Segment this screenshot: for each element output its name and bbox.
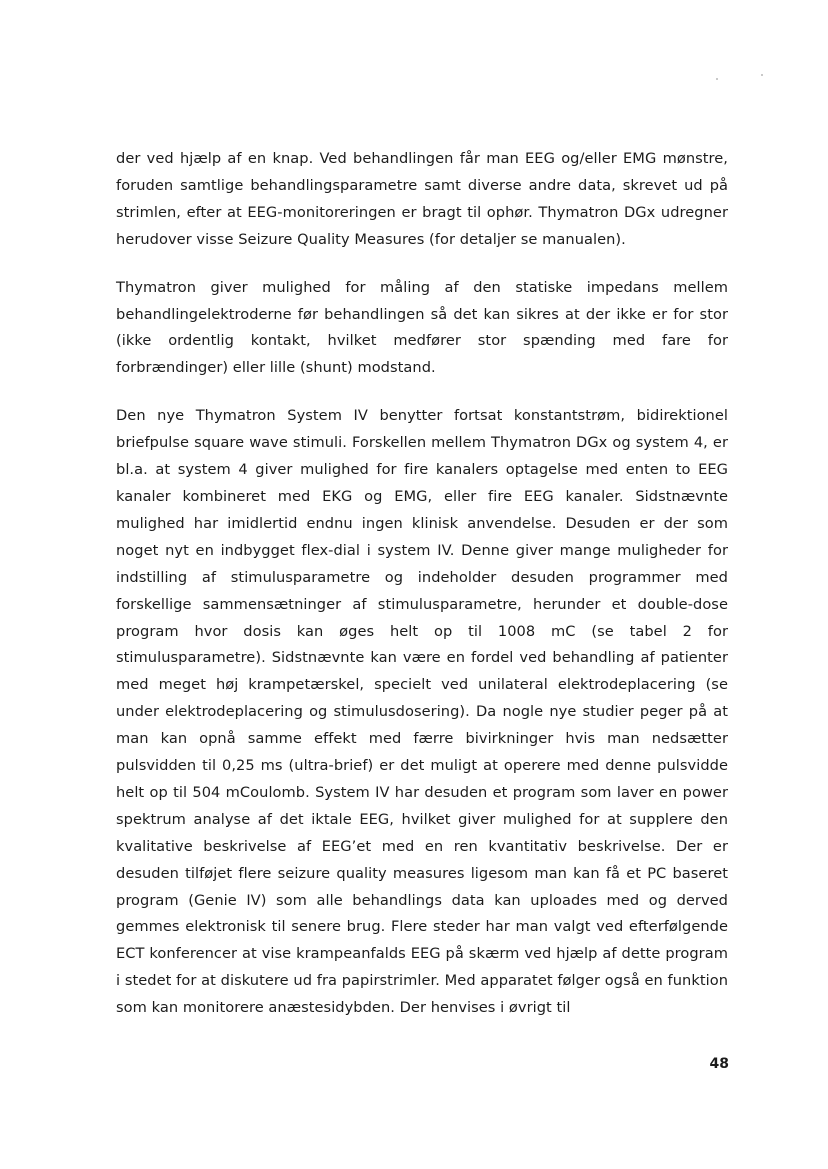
body-text: [116, 146, 728, 1043]
paragraph: Thymatron giver mulighed for måling af den statiske impedans mellem behandlingelektroderne før behandlingen så det kan sikres at der ikke er for stor (ikke ordentlig kontakt, hvilket medfører stor spænding med fare for forbrændinger) eller lille (shunt) modstand.: [116, 278, 728, 377]
paragraph: der ved hjælp af en knap. Ved behandlingen får man EEG og/eller EMG mønstre, foruden samtlige behandlingsparametre samt diverse andre data, skrevet ud på strimlen, efter at EEG-monitoreringen er bragt til ophør. Thymatron DGx udregner herudover visse Seizure Quality Measures (for detaljer se manualen).: [116, 150, 728, 248]
paragraph: Den nye Thymatron System IV benytter fortsat konstantstrøm, bidirektionel briefpulse square wave stimuli. Forskellen mellem Thymatron DGx og system 4, er bl.a. at system 4 giver mulighed for fire kanalers optagelse med enten to EEG kanaler kombineret med EKG og EMG, eller fire EEG kanaler. Sidstnævnte mulighed har imidlertid endnu ingen klinisk anvendelse. Desuden er der som noget nyt en indbygget flex-dial i system IV. Denne giver mange muligheder for indstilling af stimulusparametre og indeholder desuden programmer med forskellige sammensætninger af stimulusparametre, herunder et double-dose program hvor dosis kan øges helt op til 1008 mC (se tabel 2 for stimulusparametre). Sidstnævnte kan være en fordel ved behandling af patienter med meget høj krampetærskel, specielt ved unilateral elektrodeplacering (se under elektrodeplacering og stimulusdosering). Da nogle nye studier peger på at man kan opnå samme effekt med færre bivirkninger hvis man nedsætter pulsvidden til 0,25 ms (ultra-brief) er det muligt at operere med denne pulsvidde helt op til 504 mCoulomb. System IV har desuden et program som laver en power spektrum analyse af det iktale EEG, hvilket giver mulighed for at supplere den kvalitative beskrivelse af EEG’et med en ren kvantitativ beskrivelse. Der er desuden tilføjet flere seizure quality measures ligesom man kan få et PC baseret program (Genie IV) som alle behandlings data kan uploades med og derved gemmes elektronisk til senere brug. Flere steder har man valgt ved efterfølgende ECT konferencer at vise krampeanfalds EEG på skærm ved hjælp af dette program i stedet for at diskutere ud fra papirstrimler. Med apparatet følger også en funktion som kan monitorere anæstesidybden. Der henvises i øvrigt til: [116, 407, 728, 1017]
page-number: 48: [709, 1056, 729, 1072]
scan-speck: [761, 74, 763, 76]
scan-speck: [716, 78, 718, 80]
